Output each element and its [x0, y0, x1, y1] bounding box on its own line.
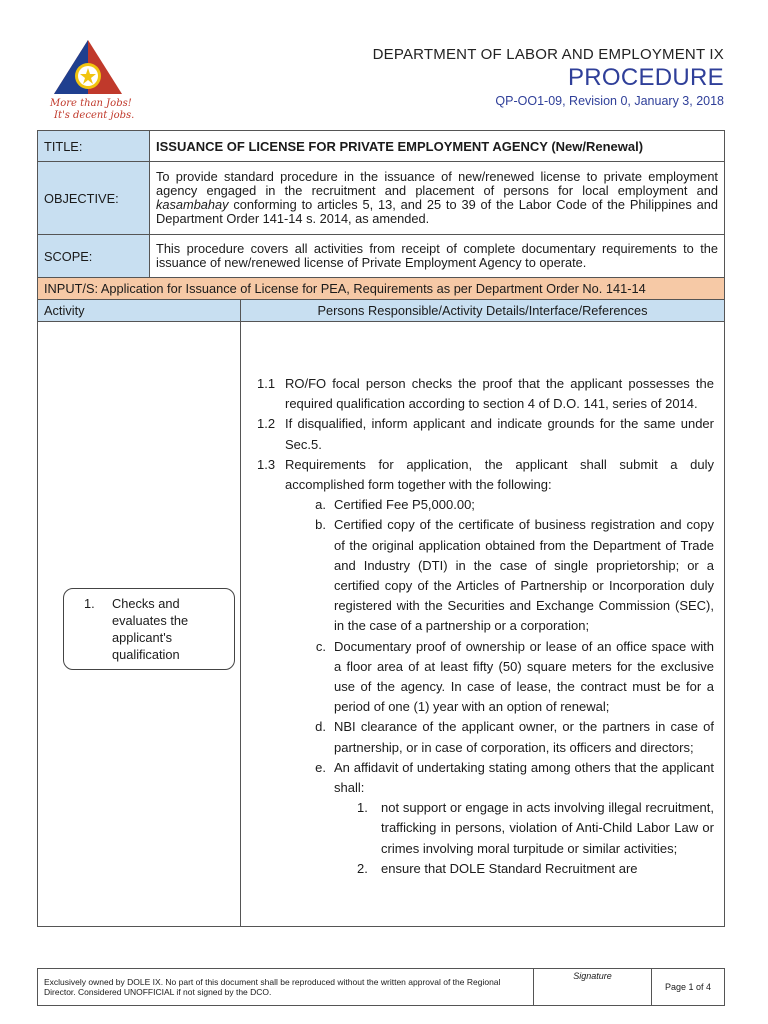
undertaking-item — [357, 859, 714, 879]
logo-tagline-2: It's decent jobs. — [54, 110, 135, 121]
activity-number: 1. — [84, 595, 95, 611]
title-label: TITLE: — [38, 131, 150, 162]
requirement-text: An affidavit of undertaking stating among others that the applicant shall: — [334, 759, 714, 796]
dole-triangle-icon — [48, 38, 128, 98]
detail-text: If disqualified, inform applicant and indicate grounds for the same under Sec.5. — [285, 416, 714, 452]
footer-notice: Exclusively owned by DOLE IX. No part of this document shall be reproduced without the written approval of the Regional Director. Considered UNOFFICIAL if not signed by the DCO. — [38, 969, 534, 1006]
requirement-text: Certified copy of the certificate of business registration and copy of the original application obtained from the Department of Trade and Industry (DTI) in the case of single proprietorship; or a certified copy of the Articles of Partnership or Incorporation duly registered with the Securities and Exchange Commission (SEC), in the case of a partnership or a corporation; — [334, 517, 714, 634]
undertaking-text: not support or engage in acts involving illegal recruitment, trafficking in persons, violation of Anti-Child Labor Law or crimes involving moral turpitude or similar activities; — [381, 800, 714, 856]
footer-table — [37, 968, 725, 1006]
objective-text-2: conforming to articles 5, 13, and 25 to 39 of the Labor Code of the Philippines and Department Order 141-14 s. 2014, as amended. — [156, 197, 718, 226]
detail-text: RO/FO focal person checks the proof that the applicant possesses the required qualification according to section 4 of D.O. 141, series of 2014. — [285, 375, 714, 412]
requirement-letter: d. — [315, 719, 326, 735]
requirement-item — [310, 758, 714, 798]
scope-label: SCOPE: — [38, 235, 150, 278]
activity-text: Checks and evaluates the applicant's qualification — [112, 595, 189, 662]
detail-text: Requirements for application, the applicant shall submit a duly accomplished form together with the following: — [285, 456, 714, 492]
persons-column-header: Persons Responsible/Activity Details/Interface/References — [241, 300, 725, 322]
scope-row — [38, 235, 725, 278]
scope-value: This procedure covers all activities from receipt of complete documentary requirements to the issuance of new/renewed license of Private Employment Agency to operate. — [150, 235, 725, 278]
requirement-letter: b. — [315, 517, 326, 533]
undertaking-item — [357, 798, 714, 859]
detail-number: 1.2 — [257, 416, 276, 432]
detail-number: 1.1 — [257, 375, 276, 391]
requirement-letter: c. — [315, 638, 326, 654]
requirement-item — [310, 637, 714, 718]
logo-tagline-1: More than Jobs! — [50, 98, 132, 109]
detail-item — [257, 414, 714, 454]
detail-item — [257, 374, 714, 414]
title-value: ISSUANCE OF LICENSE FOR PRIVATE EMPLOYMENT AGENCY (New/Renewal) — [150, 131, 725, 162]
input-text: INPUT/S: Application for Issuance of License for PEA, Requirements as per Department Order No. 141-14 — [38, 278, 725, 300]
requirement-letter: e. — [315, 759, 326, 775]
requirement-item — [310, 717, 714, 757]
column-header-row — [38, 300, 725, 322]
requirement-text: Documentary proof of ownership or lease of an office space with a floor area of at least fifty (50) square meters for the exclusive use of the agency. In case of lease, the contract must be for a period of one (1) year with an option of renewal; — [334, 638, 714, 715]
undertaking-number: 2. — [357, 860, 368, 876]
requirement-item — [310, 515, 714, 636]
requirement-letter: a. — [315, 497, 326, 513]
undertaking-text: ensure that DOLE Standard Recruitment are — [381, 860, 638, 876]
objective-row — [38, 162, 725, 235]
detail-number: 1.3 — [257, 456, 276, 472]
objective-text-1: To provide standard procedure in the issuance of new/renewed license to private employment agency engaged in the recruitment and placement of persons for local employment and — [156, 169, 718, 198]
activity-column-header: Activity — [38, 300, 241, 322]
dole-logo — [48, 38, 135, 122]
department-name: DEPARTMENT OF LABOR AND EMPLOYMENT IX — [372, 46, 724, 63]
undertaking-number: 1. — [357, 800, 368, 816]
activity-cell — [38, 322, 241, 927]
document-code: QP-OO1-09, Revision 0, January 3, 2018 — [495, 94, 724, 108]
detail-item — [257, 455, 714, 495]
procedure-body-row — [38, 322, 725, 927]
objective-value — [150, 162, 725, 235]
signature-box: Signature — [534, 969, 652, 1006]
objective-italic: kasambahay — [156, 197, 229, 212]
page-number: Page 1 of 4 — [652, 969, 725, 1006]
details-cell — [241, 322, 725, 927]
objective-label: OBJECTIVE: — [38, 162, 150, 235]
procedure-table — [37, 130, 725, 927]
document-type: PROCEDURE — [567, 64, 724, 91]
title-row — [38, 131, 725, 162]
requirement-item — [310, 495, 714, 515]
requirement-text: Certified Fee P5,000.00; — [334, 497, 475, 513]
input-row — [38, 278, 725, 300]
requirement-text: NBI clearance of the applicant owner, or the partners in case of partnership, or in case of corporation, its officers and directors; — [334, 719, 714, 755]
activity-box — [63, 588, 235, 670]
